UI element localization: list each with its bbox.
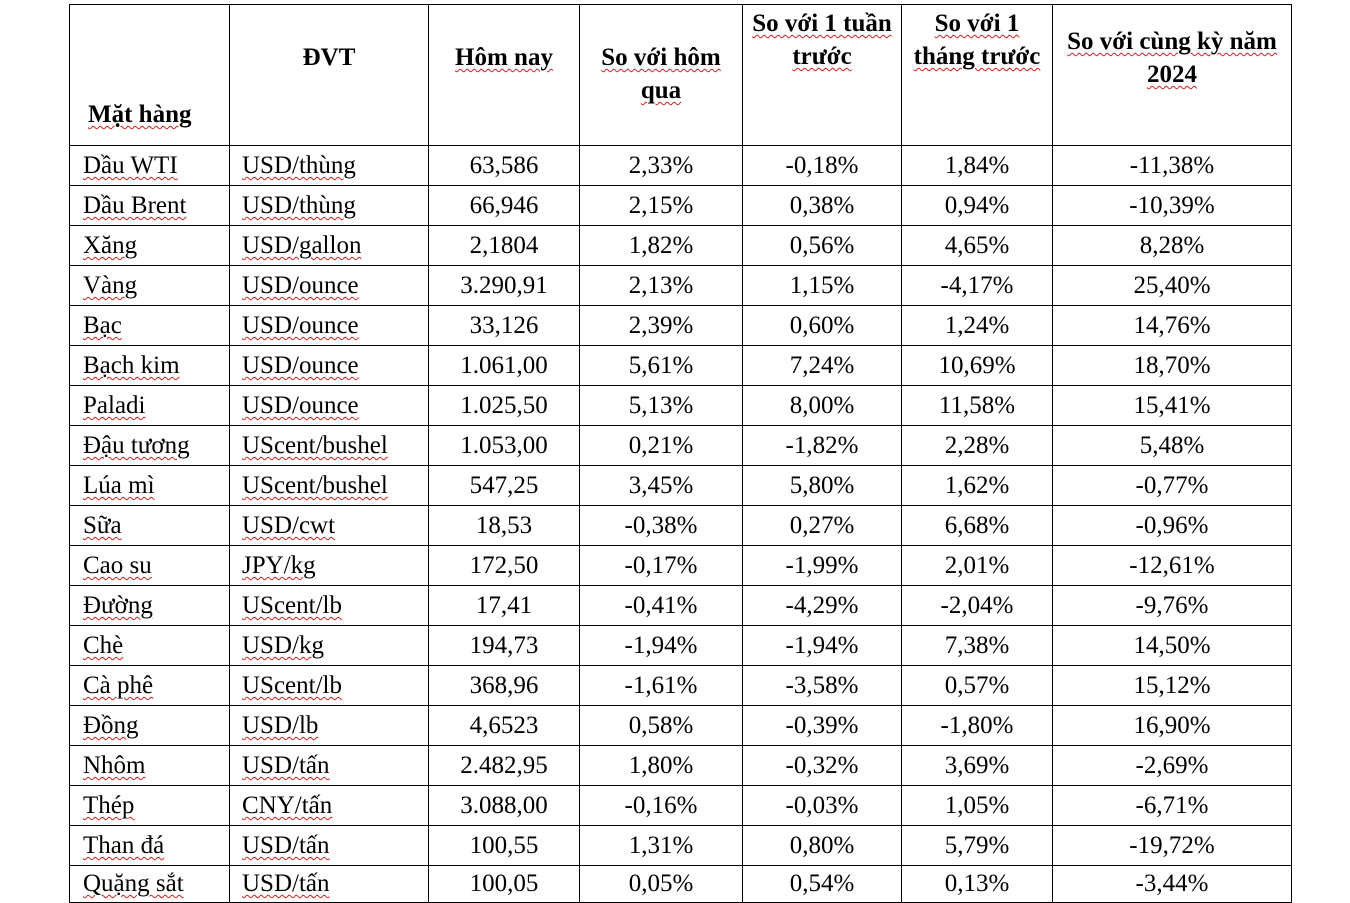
table-row — [70, 266, 1292, 306]
cell-vs-week: -0,18% — [743, 146, 902, 186]
cell-vs-month: -1,80% — [902, 706, 1053, 746]
cell-unit: USD/gallon — [230, 226, 429, 266]
header-unit: ĐVT — [230, 5, 429, 146]
cell-item: Thép — [70, 786, 230, 826]
cell-vs-month: -2,04% — [902, 586, 1053, 626]
cell-vs-week: 0,38% — [743, 186, 902, 226]
cell-vs-yesterday: -1,61% — [580, 666, 743, 706]
cell-vs-week: 0,80% — [743, 826, 902, 866]
cell-unit: USD/ounce — [230, 306, 429, 346]
cell-today: 368,96 — [429, 666, 580, 706]
cell-vs-week: -0,39% — [743, 706, 902, 746]
cell-vs-month: 1,24% — [902, 306, 1053, 346]
cell-vs-month: 0,94% — [902, 186, 1053, 226]
header-vs-yesterday: So với hôm qua — [580, 5, 743, 146]
table-row — [70, 586, 1292, 626]
cell-today: 3.290,91 — [429, 266, 580, 306]
cell-today: 17,41 — [429, 586, 580, 626]
cell-unit: USD/ounce — [230, 346, 429, 386]
cell-vs-yesterday: 0,05% — [580, 866, 743, 903]
cell-vs-week: -3,58% — [743, 666, 902, 706]
table-row — [70, 626, 1292, 666]
cell-vs-week: 0,54% — [743, 866, 902, 903]
cell-today: 1.053,00 — [429, 426, 580, 466]
cell-vs-year: -12,61% — [1053, 546, 1292, 586]
cell-vs-yesterday: -0,16% — [580, 786, 743, 826]
cell-item: Paladi — [70, 386, 230, 426]
cell-vs-yesterday: 5,13% — [580, 386, 743, 426]
cell-vs-week: 1,15% — [743, 266, 902, 306]
cell-item: Xăng — [70, 226, 230, 266]
cell-vs-year: -0,96% — [1053, 506, 1292, 546]
table-row — [70, 146, 1292, 186]
cell-vs-month: -4,17% — [902, 266, 1053, 306]
cell-vs-week: 7,24% — [743, 346, 902, 386]
cell-vs-year: -11,38% — [1053, 146, 1292, 186]
header-vs-week: So với 1 tuần trước — [743, 5, 902, 146]
cell-item: Nhôm — [70, 746, 230, 786]
cell-vs-yesterday: 2,33% — [580, 146, 743, 186]
cell-vs-year: 16,90% — [1053, 706, 1292, 746]
cell-vs-week: 0,56% — [743, 226, 902, 266]
table-row — [70, 746, 1292, 786]
cell-vs-week: -0,03% — [743, 786, 902, 826]
cell-today: 18,53 — [429, 506, 580, 546]
cell-vs-week: 8,00% — [743, 386, 902, 426]
cell-vs-week: -1,94% — [743, 626, 902, 666]
cell-vs-month: 1,84% — [902, 146, 1053, 186]
cell-item: Bạch kim — [70, 346, 230, 386]
cell-vs-month: 6,68% — [902, 506, 1053, 546]
cell-vs-year: -9,76% — [1053, 586, 1292, 626]
cell-vs-yesterday: 1,82% — [580, 226, 743, 266]
table-row — [70, 666, 1292, 706]
cell-vs-year: -19,72% — [1053, 826, 1292, 866]
table-row — [70, 826, 1292, 866]
cell-vs-year: 15,41% — [1053, 386, 1292, 426]
cell-vs-yesterday: -1,94% — [580, 626, 743, 666]
cell-today: 172,50 — [429, 546, 580, 586]
cell-unit: USD/thùng — [230, 186, 429, 226]
cell-today: 1.025,50 — [429, 386, 580, 426]
cell-vs-year: 25,40% — [1053, 266, 1292, 306]
cell-today: 100,55 — [429, 826, 580, 866]
table-row — [70, 866, 1292, 903]
cell-today: 4,6523 — [429, 706, 580, 746]
cell-unit: USD/ounce — [230, 386, 429, 426]
cell-item: Than đá — [70, 826, 230, 866]
cell-vs-year: 18,70% — [1053, 346, 1292, 386]
cell-vs-year: 14,76% — [1053, 306, 1292, 346]
cell-unit: UScent/lb — [230, 586, 429, 626]
table-header-row — [70, 5, 1292, 146]
table-row — [70, 346, 1292, 386]
cell-item: Vàng — [70, 266, 230, 306]
cell-vs-yesterday: -0,17% — [580, 546, 743, 586]
cell-today: 63,586 — [429, 146, 580, 186]
cell-vs-week: 5,80% — [743, 466, 902, 506]
cell-item: Chè — [70, 626, 230, 666]
cell-unit: USD/tấn — [230, 746, 429, 786]
cell-today: 194,73 — [429, 626, 580, 666]
cell-unit: USD/lb — [230, 706, 429, 746]
cell-item: Sữa — [70, 506, 230, 546]
cell-today: 66,946 — [429, 186, 580, 226]
cell-vs-month: 10,69% — [902, 346, 1053, 386]
cell-item: Đường — [70, 586, 230, 626]
cell-unit: UScent/lb — [230, 666, 429, 706]
table-row — [70, 186, 1292, 226]
cell-unit: USD/kg — [230, 626, 429, 666]
cell-vs-year: -6,71% — [1053, 786, 1292, 826]
header-item: Mặt hàng — [70, 5, 230, 146]
cell-vs-year: 14,50% — [1053, 626, 1292, 666]
cell-unit: USD/tấn — [230, 826, 429, 866]
cell-vs-month: 5,79% — [902, 826, 1053, 866]
cell-item: Cà phê — [70, 666, 230, 706]
table-row — [70, 226, 1292, 266]
cell-unit: UScent/bushel — [230, 466, 429, 506]
cell-unit: UScent/bushel — [230, 426, 429, 466]
cell-vs-week: -1,99% — [743, 546, 902, 586]
table-row — [70, 466, 1292, 506]
cell-vs-yesterday: 0,58% — [580, 706, 743, 746]
cell-vs-week: -1,82% — [743, 426, 902, 466]
cell-vs-month: 1,05% — [902, 786, 1053, 826]
cell-vs-yesterday: -0,38% — [580, 506, 743, 546]
cell-today: 33,126 — [429, 306, 580, 346]
table-row — [70, 306, 1292, 346]
cell-item: Dầu WTI — [70, 146, 230, 186]
header-vs-month: So với 1 tháng trước — [902, 5, 1053, 146]
cell-vs-month: 2,01% — [902, 546, 1053, 586]
cell-vs-yesterday: 1,31% — [580, 826, 743, 866]
cell-vs-month: 11,58% — [902, 386, 1053, 426]
cell-vs-week: -4,29% — [743, 586, 902, 626]
cell-unit: USD/tấn — [230, 866, 429, 903]
cell-vs-week: 0,60% — [743, 306, 902, 346]
table-row — [70, 386, 1292, 426]
table-row — [70, 706, 1292, 746]
cell-vs-year: 8,28% — [1053, 226, 1292, 266]
cell-vs-month: 7,38% — [902, 626, 1053, 666]
cell-vs-yesterday: 5,61% — [580, 346, 743, 386]
cell-vs-month: 0,13% — [902, 866, 1053, 903]
cell-vs-yesterday: 2,15% — [580, 186, 743, 226]
cell-vs-month: 2,28% — [902, 426, 1053, 466]
cell-item: Dầu Brent — [70, 186, 230, 226]
commodity-price-table — [69, 4, 1292, 903]
cell-today: 3.088,00 — [429, 786, 580, 826]
cell-vs-yesterday: 3,45% — [580, 466, 743, 506]
cell-vs-year: 5,48% — [1053, 426, 1292, 466]
cell-vs-month: 4,65% — [902, 226, 1053, 266]
cell-item: Bạc — [70, 306, 230, 346]
cell-vs-month: 0,57% — [902, 666, 1053, 706]
header-today: Hôm nay — [429, 5, 580, 146]
cell-vs-year: -2,69% — [1053, 746, 1292, 786]
table-row — [70, 426, 1292, 466]
cell-vs-year: -10,39% — [1053, 186, 1292, 226]
cell-item: Đồng — [70, 706, 230, 746]
cell-item: Quặng sắt — [70, 866, 230, 903]
cell-vs-yesterday: -0,41% — [580, 586, 743, 626]
cell-vs-week: 0,27% — [743, 506, 902, 546]
cell-item: Cao su — [70, 546, 230, 586]
cell-unit: JPY/kg — [230, 546, 429, 586]
cell-vs-yesterday: 2,39% — [580, 306, 743, 346]
cell-today: 547,25 — [429, 466, 580, 506]
cell-unit: USD/cwt — [230, 506, 429, 546]
cell-vs-year: 15,12% — [1053, 666, 1292, 706]
cell-today: 100,05 — [429, 866, 580, 903]
cell-vs-month: 1,62% — [902, 466, 1053, 506]
cell-vs-month: 3,69% — [902, 746, 1053, 786]
header-vs-year: So với cùng kỳ năm 2024 — [1053, 5, 1292, 146]
cell-vs-week: -0,32% — [743, 746, 902, 786]
cell-unit: USD/thùng — [230, 146, 429, 186]
cell-unit: CNY/tấn — [230, 786, 429, 826]
table-row — [70, 786, 1292, 826]
table-row — [70, 506, 1292, 546]
cell-vs-yesterday: 2,13% — [580, 266, 743, 306]
cell-today: 2,1804 — [429, 226, 580, 266]
table-row — [70, 546, 1292, 586]
cell-unit: USD/ounce — [230, 266, 429, 306]
cell-vs-year: -3,44% — [1053, 866, 1292, 903]
cell-vs-yesterday: 1,80% — [580, 746, 743, 786]
cell-today: 1.061,00 — [429, 346, 580, 386]
cell-vs-yesterday: 0,21% — [580, 426, 743, 466]
cell-vs-year: -0,77% — [1053, 466, 1292, 506]
cell-item: Đậu tương — [70, 426, 230, 466]
cell-item: Lúa mì — [70, 466, 230, 506]
cell-today: 2.482,95 — [429, 746, 580, 786]
